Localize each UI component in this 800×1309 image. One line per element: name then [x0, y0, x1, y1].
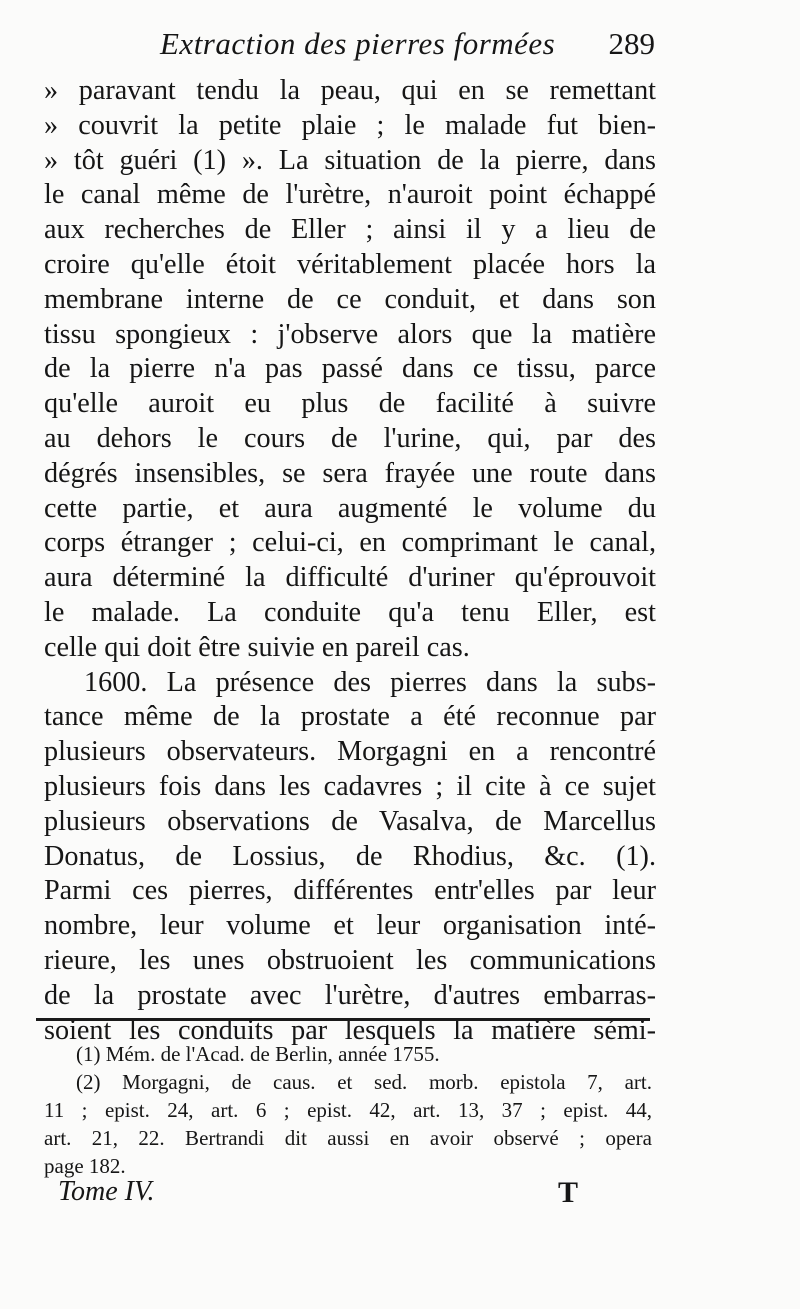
text-line: Parmi ces pierres, différentes entr'elles par leur [44, 875, 656, 907]
text-line: celle qui doit être suivie en pareil cas. [44, 631, 470, 663]
text-line: dégrés insensibles, se sera frayée une route dans [44, 457, 656, 489]
paragraph-start-line: 1600. La présence des pierres dans la subs- [84, 666, 656, 698]
text-line: aura déterminé la difficulté d'uriner qu'éprouvoit [44, 562, 656, 594]
footnotes [44, 1040, 652, 1180]
text-line: » tôt guéri (1) ». La situation de la pierre, dans [44, 144, 656, 176]
text-line: Donatus, de Lossius, de Rhodius, &c. (1). [44, 840, 656, 872]
footnote-line: (1) Mém. de l'Acad. de Berlin, année 1755. [76, 1042, 440, 1066]
text-line: plusieurs observations de Vasalva, de Marcellus [44, 805, 656, 837]
running-title: Extraction des pierres formées [160, 26, 556, 61]
footnote-line: page 182. [44, 1154, 126, 1178]
text-line: cette partie, et aura augmenté le volume du [44, 492, 656, 524]
footnote-rule [36, 1018, 650, 1021]
page-footer [58, 1176, 578, 1216]
text-line: » couvrit la petite plaie ; le malade fut bien- [44, 109, 656, 141]
text-line: plusieurs fois dans les cadavres ; il cite à ce sujet [44, 770, 656, 802]
text-line: croire qu'elle étoit véritablement placée hors la [44, 248, 656, 280]
text-line: corps étranger ; celui-ci, en comprimant le canal, [44, 527, 656, 559]
text-line: tance même de la prostate a été reconnue par [44, 701, 656, 733]
text-line: de la prostate avec l'urètre, d'autres embarras- [44, 979, 656, 1011]
text-line: le canal même de l'urètre, n'auroit point échappé [44, 179, 656, 211]
body-text [44, 74, 656, 1048]
text-line: qu'elle auroit eu plus de facilité à suivre [44, 388, 656, 420]
page-number: 289 [608, 26, 655, 61]
text-line: au dehors le cours de l'urine, qui, par des [44, 422, 656, 454]
footnote-line: art. 21, 22. Bertrandi dit aussi en avoir observé ; opera [44, 1126, 652, 1150]
page-header [160, 26, 655, 70]
footnote-line: (2) Morgagni, de caus. et sed. morb. epistola 7, art. [76, 1070, 652, 1094]
text-line: rieure, les unes obstruoient les communications [44, 944, 656, 976]
text-line: nombre, leur volume et leur organisation inté- [44, 910, 656, 942]
text-line: de la pierre n'a pas passé dans ce tissu, parce [44, 353, 656, 385]
text-line: membrane interne de ce conduit, et dans son [44, 283, 656, 315]
text-line: plusieurs observateurs. Morgagni en a rencontré [44, 736, 656, 768]
footnote-line: 11 ; epist. 24, art. 6 ; epist. 42, art. 13, 37 ; epist. 44, [44, 1098, 652, 1122]
volume-label: Tome IV. [58, 1176, 155, 1207]
text-line: » paravant tendu la peau, qui en se remettant [44, 75, 656, 106]
text-line: soient les conduits par lesquels la matière sémi- [44, 1014, 656, 1046]
text-line: aux recherches de Eller ; ainsi il y a lieu de [44, 214, 656, 246]
text-line: le malade. La conduite qu'a tenu Eller, est [44, 596, 656, 628]
text-line: tissu spongieux : j'observe alors que la matière [44, 318, 656, 350]
signature-mark: T [557, 1176, 578, 1209]
